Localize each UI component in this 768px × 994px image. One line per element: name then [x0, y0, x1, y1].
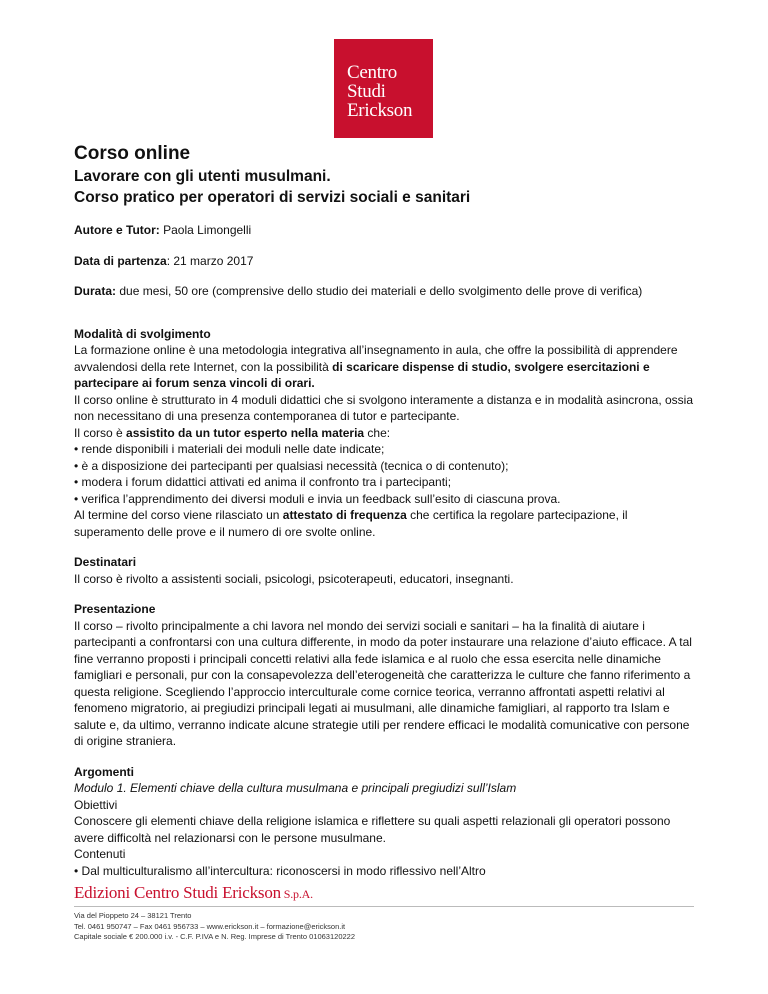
duration-value: due mesi, 50 ore (comprensive dello studio dei materiali e dello svolgimento delle prove di verifica): [116, 284, 643, 298]
obiettivi-label: Obiettivi: [74, 797, 118, 812]
list-item: • Dal multiculturalismo all’intercultura: riconoscersi in modo riflessivo nell’Altro: [74, 863, 486, 878]
footer-address: Via del Pioppeto 24 – 38121 Trento: [74, 911, 192, 920]
presentazione-text: Il corso – rivolto principalmente a chi lavora nel mondo dei servizi sociali e sanitari – ha la finalità di aiutare i partecipanti a confrontarsi con una cultura differente, in modo da poter instaurare una relazione d’aiuto efficace. A tal fine verranno proposti i principali concetti relativi alla fede islamica e al ruolo che essa esercita nelle dinamiche famigliari e personali, pur con la consapevolezza dell’eterogeneità che caratterizza le culture che fanno riferimento a questa religione. Scegliendo l’approccio interculturale come cornice teorica, verranno affrontati aspetti relativi al fenomeno migratorio, ai pregiudizi principali legati ai musulmani, alle dinamiche famigliari, al rapporto tra Islam e salute e, da ultimo, verranno indicate alcune strategie utili per rendere efficaci le modalità comunicative con persone di origine straniera.: [74, 618, 692, 748]
author-line: [74, 222, 700, 239]
footer-legal: Capitale sociale € 200.000 i.v. - C.F. P.IVA e N. Reg. Imprese di Trento 01063120222: [74, 932, 356, 941]
duration-line: [74, 283, 700, 300]
logo-line-2: Studi: [347, 81, 386, 102]
logo-line-3: Erickson: [347, 100, 413, 121]
tutor-text: Il corso è: [74, 425, 127, 440]
footer-phone-web: Tel. 0461 950747 – Fax 0461 956733 – www.erickson.it – formazione@erickson.it: [74, 921, 346, 931]
footer-brand: [74, 883, 313, 903]
section-heading-argomenti: Argomenti: [74, 764, 134, 779]
duration-label: Durata:: [74, 284, 117, 298]
obiettivi-text: Conoscere gli elementi chiave della religione islamica e riflettere su quali aspetti relazionali gli operatori possono avere difficoltà nel relazionarsi con le persone musulmane.: [74, 814, 671, 845]
start-date-value: : 21 marzo 2017: [166, 253, 254, 268]
modalita-text: La formazione online è una metodologia integrativa all’insegnamento in aula, che offre la possibilità di apprendere avvalendosi della rete Internet, con la possibilità: [74, 343, 678, 374]
module-title: Modulo 1. Elementi chiave della cultura musulmana e principali pregiudizi sull’Islam: [74, 781, 517, 795]
attestato-text-end: che certifica la regolare partecipazione, il superamento delle prove e il numero di ore svolte online.: [74, 508, 628, 539]
start-date-line: [74, 253, 700, 270]
tutor-emphasis: assistito da un tutor esperto nella materia: [126, 425, 365, 440]
logo-line-1: Centro: [347, 62, 397, 83]
list-item: • è a disposizione dei partecipanti per qualsiasi necessità (tecnica o di contenuto);: [74, 458, 509, 473]
contenuti-label: Contenuti: [74, 847, 126, 861]
footer-contact: [74, 911, 355, 943]
attestato-emphasis: attestato di frequenza: [282, 508, 407, 522]
tutor-text-end: che:: [364, 425, 391, 440]
list-item: • modera i forum didattici attivati ed anima il confronto tra i partecipanti;: [74, 475, 452, 489]
centro-studi-erickson-logo: [334, 39, 433, 138]
section-heading-presentazione: Presentazione: [74, 602, 156, 616]
modalita-paragraph-2: Il corso online è strutturato in 4 moduli didattici che si svolgono interamente a distanza e in modalità asincrona, ossia non necessitano di una presenza contemporanea di tutor e partecipante.: [74, 392, 694, 423]
author-value: Paola Limongelli: [159, 223, 252, 237]
destinatari-text: Il corso è rivolto a assistenti sociali, psicologi, psicoterapeuti, educatori, insegnanti.: [74, 571, 514, 586]
course-title-line-2: Corso pratico per operatori di servizi sociali e sanitari: [74, 189, 471, 206]
footer-divider: [74, 906, 694, 907]
modalita-paragraph-4: [74, 507, 700, 540]
section-heading-modalita: Modalità di svolgimento: [74, 326, 211, 341]
footer-brand-name: Edizioni Centro Studi Erickson: [74, 883, 281, 902]
course-title-line-1: Lavorare con gli utenti musulmani.: [74, 168, 331, 185]
author-label: Autore e Tutor:: [74, 223, 160, 237]
modalita-paragraph-3: [74, 425, 700, 442]
modalita-paragraph-1: [74, 342, 700, 392]
list-item: • rende disponibili i materiali dei moduli nelle date indicate;: [74, 442, 385, 456]
modalita-emphasis: di scaricare dispense di studio, svolgere esercitazioni e partecipare ai forum senza vincoli di orari.: [74, 359, 650, 390]
list-item: • verifica l’apprendimento dei diversi moduli e invia un feedback sull’esito di ciascuna prova.: [74, 491, 561, 506]
start-date-label: Data di partenza: [74, 253, 167, 268]
document-body: [74, 142, 700, 879]
section-heading-destinatari: Destinatari: [74, 555, 137, 569]
footer-brand-suffix: S.p.A.: [280, 887, 313, 901]
course-type-title: Corso online: [74, 143, 191, 164]
attestato-text: Al termine del corso viene rilasciato un: [74, 508, 283, 522]
